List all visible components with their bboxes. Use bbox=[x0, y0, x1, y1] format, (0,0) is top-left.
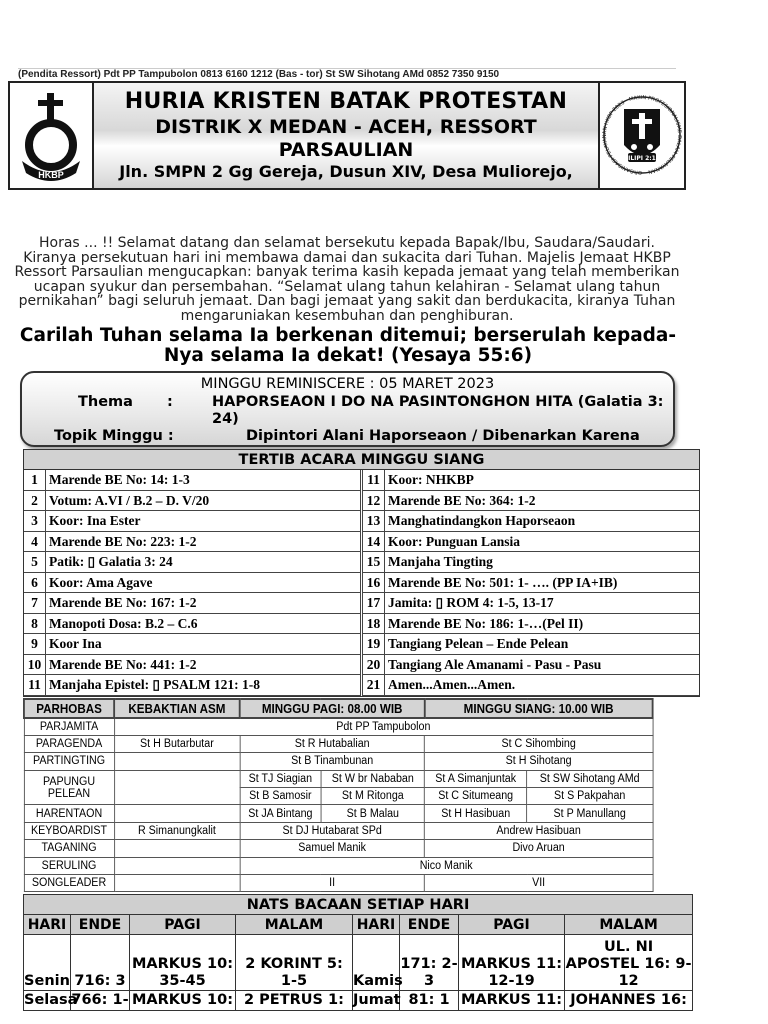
order-text: Koor: Ina Ester bbox=[49, 513, 141, 528]
order-of-service bbox=[23, 449, 700, 697]
role-value bbox=[114, 840, 240, 857]
role-label: PAPUNGU PELEAN bbox=[24, 770, 114, 805]
contact-strip: (Pendita Ressort) Pdt PP Tampubolon 0813 6160 1212 (Bas - tor) St SW Sihotang AMd 0852 7350 9150 bbox=[18, 68, 676, 82]
table-row bbox=[24, 857, 653, 874]
order-text: Koor: Punguan Lansia bbox=[388, 533, 521, 549]
role-label: TAGANING bbox=[24, 840, 114, 857]
weekly-verse: Carilah Tuhan selama Ia berkenan ditemui; berserulah kepada-Nya selama Ia dekat! (Yesaya 55:6) bbox=[19, 325, 677, 366]
role-value: St B Samosir bbox=[240, 788, 321, 805]
order-item bbox=[24, 655, 360, 676]
role-value: II bbox=[240, 875, 425, 892]
order-text: Manghatindangkon Haporseaon bbox=[388, 513, 576, 528]
order-text: Marende BE No: 167: 1-2 bbox=[49, 595, 197, 610]
theme-box bbox=[20, 371, 675, 447]
theme-value: HAPORSEAON I DO NA PASINTONGHON HITA (Galatia 3: 24) bbox=[212, 394, 664, 427]
order-number: 16 bbox=[363, 573, 385, 593]
order-number: 19 bbox=[363, 634, 385, 654]
order-number: 4 bbox=[24, 532, 46, 552]
table-row bbox=[24, 875, 653, 892]
order-item bbox=[363, 675, 699, 696]
daily-readings bbox=[23, 894, 693, 1011]
table-row bbox=[24, 991, 693, 1011]
role-value: R Simanungkalit bbox=[114, 822, 240, 839]
readings-title: NATS BACAAN SETIAP HARI bbox=[24, 895, 693, 915]
theme-label: Thema bbox=[78, 394, 133, 410]
order-item bbox=[24, 634, 360, 655]
order-number: 14 bbox=[363, 532, 385, 552]
order-text: Manopoti Dosa: B.2 – C.6 bbox=[49, 615, 198, 631]
role-value: Samuel Manik bbox=[240, 840, 425, 857]
svg-text:ORGANISASI PELAYANAN HKBP 2023: ORGANISASI PELAYANAN HKBP 2023 · MAKIN PROFESIONALISME DALAM PELAYANAN bbox=[602, 94, 682, 175]
order-column-right bbox=[360, 470, 699, 696]
order-text: Amen...Amen...Amen. bbox=[388, 677, 516, 692]
reading-cell: 2 KORINT 5: 1-5 bbox=[236, 935, 353, 991]
order-number: 11 bbox=[24, 675, 46, 695]
topic-value: Dipintori Alani Haporseaon / Dibenarkan Karena bbox=[246, 428, 640, 444]
order-number: 18 bbox=[363, 614, 385, 634]
order-number: 10 bbox=[24, 655, 46, 675]
order-text: Tangiang Pelean – Ende Pelean bbox=[388, 636, 569, 651]
table-row bbox=[24, 753, 653, 770]
role-label: HARENTAON bbox=[24, 805, 114, 822]
table-row bbox=[24, 805, 653, 822]
order-number: 21 bbox=[363, 675, 385, 695]
role-value: St R Hutabalian bbox=[240, 735, 425, 752]
role-value: St SW Sihotang AMd bbox=[527, 770, 653, 787]
reading-cell: Selasa bbox=[24, 991, 71, 1011]
role-value: St H Sihotang bbox=[425, 753, 653, 770]
role-value: St H Butarbutar bbox=[114, 735, 240, 752]
order-text: Jamita: ▯ ROM 4: 1-5, 13-17 bbox=[388, 595, 554, 610]
role-value: St H Hasibuan bbox=[425, 805, 527, 822]
order-text: Marende BE No: 441: 1-2 bbox=[49, 656, 197, 672]
readings-column-header: ENDE bbox=[71, 915, 130, 935]
readings-column-header: HARI bbox=[353, 915, 400, 935]
order-text: Marende BE No: 501: 1- …. (PP IA+IB) bbox=[388, 574, 618, 590]
role-value: St DJ Hutabarat SPd bbox=[240, 822, 425, 839]
role-value: St S Pakpahan bbox=[527, 788, 653, 805]
servant-schedule bbox=[23, 698, 654, 892]
role-label: PARJAMITA bbox=[24, 718, 114, 735]
table-row bbox=[24, 770, 653, 787]
order-item bbox=[24, 675, 360, 696]
order-item bbox=[363, 532, 699, 553]
role-value: St B Malau bbox=[321, 805, 425, 822]
role-value: St W br Nababan bbox=[321, 770, 425, 787]
readings-column-header: MALAM bbox=[565, 915, 693, 935]
church-name: HURIA KRISTEN BATAK PROTESTAN bbox=[124, 89, 568, 114]
ressort-line: PARSAULIAN bbox=[278, 139, 414, 161]
order-item bbox=[363, 655, 699, 676]
order-text: Marende BE No: 364: 1-2 bbox=[388, 492, 536, 508]
order-column-left bbox=[24, 470, 360, 696]
hkbp-logo bbox=[10, 83, 94, 188]
order-number: 7 bbox=[24, 593, 46, 613]
order-text: Patik: ▯ Galatia 3: 24 bbox=[49, 554, 173, 569]
col-siang: MINGGU SIANG: 10.00 WIB bbox=[425, 699, 653, 718]
order-item bbox=[363, 491, 699, 512]
table-row bbox=[24, 718, 653, 735]
order-number: 2 bbox=[24, 491, 46, 511]
order-number: 3 bbox=[24, 511, 46, 531]
role-value: Pdt PP Tampubolon bbox=[114, 718, 652, 735]
order-text: Votum: A.VI / B.2 – D. V/20 bbox=[49, 492, 210, 508]
order-text: Manjaha Tingting bbox=[388, 554, 493, 569]
role-value bbox=[114, 770, 240, 805]
order-number: 12 bbox=[363, 491, 385, 511]
readings-column-header: ENDE bbox=[400, 915, 459, 935]
role-value: St C Sihombing bbox=[425, 735, 653, 752]
anniversary-logo bbox=[598, 83, 684, 188]
order-item bbox=[24, 470, 360, 491]
order-text: Marende BE No: 14: 1-3 bbox=[49, 472, 190, 487]
order-number: 11 bbox=[363, 470, 385, 490]
col-asm: KEBAKTIAN ASM bbox=[114, 699, 240, 718]
readings-column-header: HARI bbox=[24, 915, 71, 935]
order-text: Tangiang Ale Amanami - Pasu - Pasu bbox=[388, 656, 602, 672]
role-value bbox=[114, 805, 240, 822]
order-item bbox=[363, 552, 699, 573]
hkbp-cross-icon bbox=[14, 87, 88, 185]
welcome-message: Horas ... !! Selamat datang dan selamat bersekutu kepada Bapak/Ibu, Saudara/Saudari. Kiranya persekutuan hari ini membawa damai dan sukacita dari Tuhan. Majelis Jemaat HKBP Ressort Parsaulian mengucapkan: banyak terima kasih kepada jemaat yang telah memberikan ucapan syukur dan persembahan. “Selamat ulang tahun kelahiran - Selamat ulang tahun pernikahan” bagi seluruh jemaat. Dan bagi jemaat yang sakit dan berdukacita, kiranya Tuhan mengaruniakan kesembuhan dan penghiburan. bbox=[14, 235, 680, 324]
role-value: St C Situmeang bbox=[425, 788, 527, 805]
role-value: Divo Aruan bbox=[425, 840, 653, 857]
order-item bbox=[24, 511, 360, 532]
order-number: 17 bbox=[363, 593, 385, 613]
table-row bbox=[24, 840, 653, 857]
order-number: 6 bbox=[24, 573, 46, 593]
col-pagi: MINGGU PAGI: 08.00 WIB bbox=[240, 699, 425, 718]
role-value: St JA Bintang bbox=[240, 805, 321, 822]
address-line: Jln. SMPN 2 Gg Gereja, Dusun XIV, Desa Muliorejo, bbox=[119, 162, 573, 181]
role-label: KEYBOARDIST bbox=[24, 822, 114, 839]
role-value: St B Tinambunan bbox=[240, 753, 425, 770]
order-item bbox=[363, 634, 699, 655]
role-label: PARTINGTING bbox=[24, 753, 114, 770]
order-number: 9 bbox=[24, 634, 46, 654]
role-value bbox=[114, 875, 240, 892]
role-value: St TJ Siagian bbox=[240, 770, 321, 787]
reading-cell: Kamis bbox=[353, 935, 400, 991]
reading-cell: MARKUS 11: 12-19 bbox=[459, 935, 565, 991]
readings-column-header: MALAM bbox=[236, 915, 353, 935]
church-title bbox=[94, 83, 598, 188]
table-row bbox=[24, 935, 693, 991]
order-text: Marende BE No: 223: 1-2 bbox=[49, 533, 197, 549]
role-value: St M Ritonga bbox=[321, 788, 425, 805]
district-line: DISTRIK X MEDAN - ACEH, RESSORT bbox=[155, 116, 537, 138]
order-item bbox=[24, 573, 360, 594]
order-item bbox=[24, 491, 360, 512]
order-item bbox=[24, 593, 360, 614]
order-item bbox=[24, 532, 360, 553]
church-header bbox=[8, 81, 686, 190]
order-text: Koor: Ama Agave bbox=[49, 574, 153, 590]
svg-text:FILIPI 2:12: FILIPI 2:12 bbox=[623, 154, 661, 162]
order-item bbox=[24, 552, 360, 573]
order-number: 5 bbox=[24, 552, 46, 572]
order-item bbox=[363, 573, 699, 594]
reading-cell: JOHANNES 16: bbox=[565, 991, 693, 1011]
order-text: Manjaha Epistel: ▯ PSALM 121: 1-8 bbox=[49, 677, 261, 692]
reading-cell: 171: 2-3 bbox=[400, 935, 459, 991]
reading-cell: 716: 3 bbox=[71, 935, 130, 991]
role-value: St A Simanjuntak bbox=[425, 770, 527, 787]
role-label: SONGLEADER bbox=[24, 875, 114, 892]
reading-cell: 81: 1 bbox=[400, 991, 459, 1011]
readings-column-header: PAGI bbox=[459, 915, 565, 935]
theme-colon: : bbox=[167, 394, 173, 410]
order-item bbox=[363, 614, 699, 635]
order-item bbox=[363, 470, 699, 491]
sunday-date: MINGGU REMINISCERE : 05 MARET 2023 bbox=[200, 376, 495, 392]
readings-header bbox=[24, 915, 693, 935]
role-value: VII bbox=[425, 875, 653, 892]
reading-cell: MARKUS 11: bbox=[459, 991, 565, 1011]
table-row bbox=[24, 822, 653, 839]
order-item bbox=[363, 593, 699, 614]
readings-column-header: PAGI bbox=[130, 915, 236, 935]
col-parhobas: PARHOBAS bbox=[24, 699, 114, 718]
order-text: Koor: NHKBP bbox=[388, 472, 474, 487]
role-value bbox=[114, 753, 240, 770]
reading-cell: 766: 1- bbox=[71, 991, 130, 1011]
order-text: Koor Ina bbox=[49, 636, 102, 651]
order-number: 8 bbox=[24, 614, 46, 634]
order-title: TERTIB ACARA MINGGU SIANG bbox=[24, 450, 699, 470]
reading-cell: Jumat bbox=[353, 991, 400, 1011]
role-value: Nico Manik bbox=[240, 857, 653, 874]
role-label: PARAGENDA bbox=[24, 735, 114, 752]
reading-cell: 2 PETRUS 1: bbox=[236, 991, 353, 1011]
reading-cell: MARKUS 10: 35-45 bbox=[130, 935, 236, 991]
table-row bbox=[24, 735, 653, 752]
seal-icon bbox=[602, 87, 682, 185]
svg-text:HKBP: HKBP bbox=[38, 169, 64, 180]
role-value bbox=[114, 857, 240, 874]
order-item bbox=[363, 511, 699, 532]
reading-cell: MARKUS 10: bbox=[130, 991, 236, 1011]
reading-cell: UL. NI APOSTEL 16: 9-12 bbox=[565, 935, 693, 991]
topic-label: Topik Minggu : bbox=[54, 428, 174, 444]
role-value: Andrew Hasibuan bbox=[425, 822, 653, 839]
order-item bbox=[24, 614, 360, 635]
reading-cell: Senin bbox=[24, 935, 71, 991]
role-label: SERULING bbox=[24, 857, 114, 874]
role-value: St P Manullang bbox=[527, 805, 653, 822]
order-number: 20 bbox=[363, 655, 385, 675]
order-text: Marende BE No: 186: 1-…(Pel II) bbox=[388, 615, 584, 631]
order-number: 1 bbox=[24, 470, 46, 490]
order-number: 15 bbox=[363, 552, 385, 572]
order-number: 13 bbox=[363, 511, 385, 531]
